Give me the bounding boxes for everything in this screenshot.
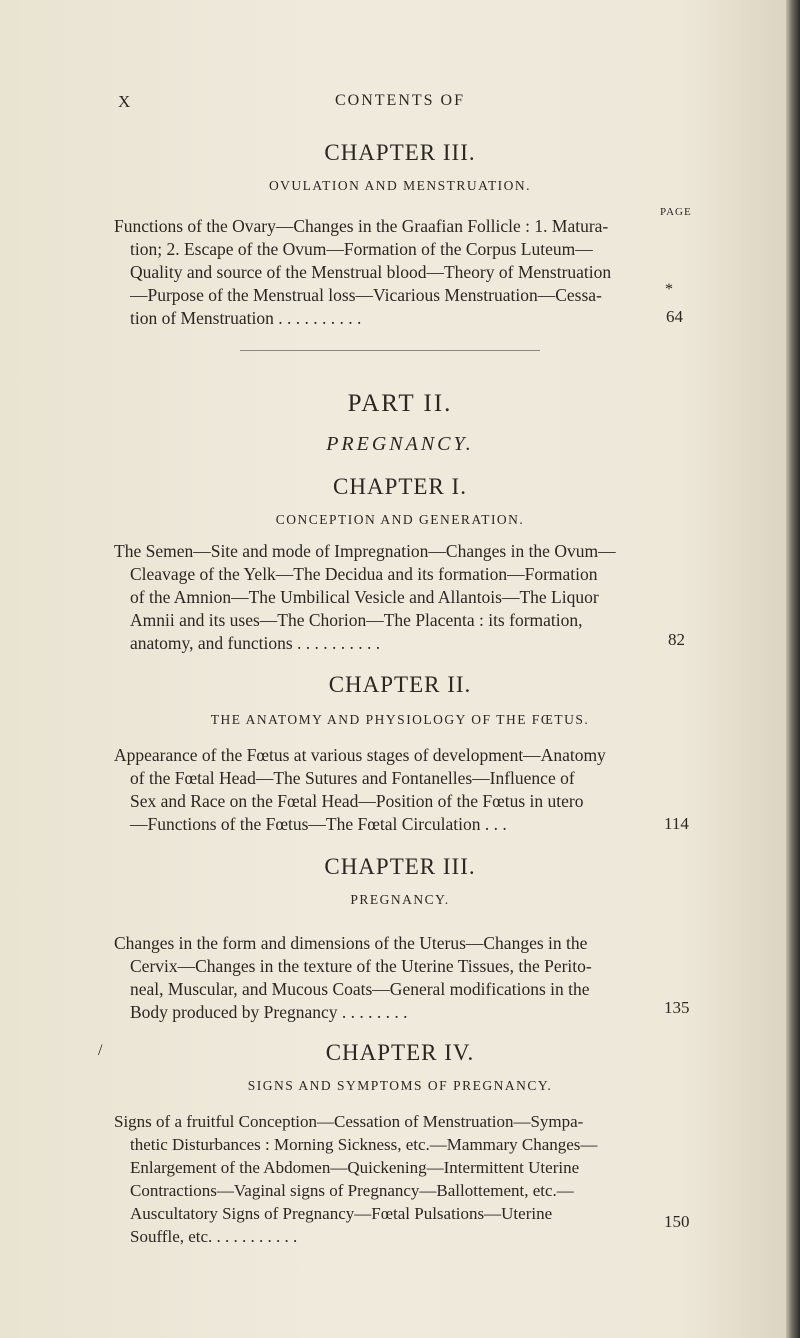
chapter-subtitle: THE ANATOMY AND PHYSIOLOGY OF THE FŒTUS. xyxy=(210,712,590,727)
page-folio: X xyxy=(118,92,132,111)
chapter-heading: CHAPTER III. xyxy=(324,854,476,879)
page-number: 82 xyxy=(668,630,685,649)
chapter-heading: CHAPTER III. xyxy=(324,140,476,165)
toc-entry: Signs of a fruitful Conception—Cessation of Menstruation—Sympa- thetic Disturbances : Morning Sickness, etc.—Mammary Changes— Enlargement of the Abdomen—Quickening—Intermittent Uterine Contractions—Vaginal signs of Pregnancy—Ballottement, etc.— Auscultatory Signs of Pregnancy—Fœtal Pulsations—Uterine Souffle, etc. . . . . . . . . . . xyxy=(114,1112,598,1246)
page-number: 150 xyxy=(664,1212,690,1231)
section-divider xyxy=(240,350,540,351)
toc-entry: Functions of the Ovary—Changes in the Graafian Follicle : 1. Matura- tion; 2. Escape of the Ovum—Formation of the Corpus Luteum— Quality and source of the Menstrual blood—Theory of Menstruation —Purpose of the Menstrual loss—Vicarious Menstruation—Cessa- tion of Menstruation . . . . . . . . . . xyxy=(114,216,612,328)
page-number: 135 xyxy=(664,998,690,1017)
chapter-subtitle: OVULATION AND MENSTRUATION. xyxy=(268,178,532,193)
toc-entry: The Semen—Site and mode of Impregnation—Changes in the Ovum— Cleavage of the Yelk—The Decidua and its formation—Formation of the Amnion—The Umbilical Vesicle and Allantois—The Liquor Amnii and its uses—The Chorion—The Placenta : its formation, anatomy, and functions . . . . . . . . . . xyxy=(114,541,616,653)
toc-entry: Changes in the form and dimensions of the Uterus—Changes in the Cervix—Changes in the texture of the Uterine Tissues, the Perito- neal, Muscular, and Mucous Coats—General modifications in the Body produced by Pregnancy . . . . . . . . xyxy=(114,933,592,1022)
page-number: 64 xyxy=(666,307,683,326)
running-title: CONTENTS OF xyxy=(334,92,465,109)
page-column-label: PAGE xyxy=(660,206,692,218)
running-header xyxy=(0,92,800,116)
part-heading: PART II. xyxy=(347,390,453,417)
chapter-heading: CHAPTER I. xyxy=(333,474,467,499)
stray-mark: * xyxy=(665,281,673,298)
chapter-subtitle: PREGNANCY. xyxy=(350,892,450,907)
toc-entry: Appearance of the Fœtus at various stages of development—Anatomy of the Fœtal Head—The Sutures and Fontanelles—Influence of Sex and Race on the Fœtal Head—Position of the Fœtus in utero —Functions of the Fœtus—The Fœtal Circulation . . . xyxy=(114,745,606,834)
page-edge-shadow xyxy=(786,0,800,1338)
stray-mark: / xyxy=(98,1042,103,1059)
page-number: 114 xyxy=(664,814,689,833)
part-subtitle: PREGNANCY. xyxy=(326,433,474,455)
chapter-heading: CHAPTER IV. xyxy=(325,1040,475,1065)
chapter-subtitle: CONCEPTION AND GENERATION. xyxy=(275,512,525,527)
chapter-subtitle: SIGNS AND SYMPTOMS OF PREGNANCY. xyxy=(247,1078,553,1093)
chapter-heading: CHAPTER II. xyxy=(328,672,472,697)
